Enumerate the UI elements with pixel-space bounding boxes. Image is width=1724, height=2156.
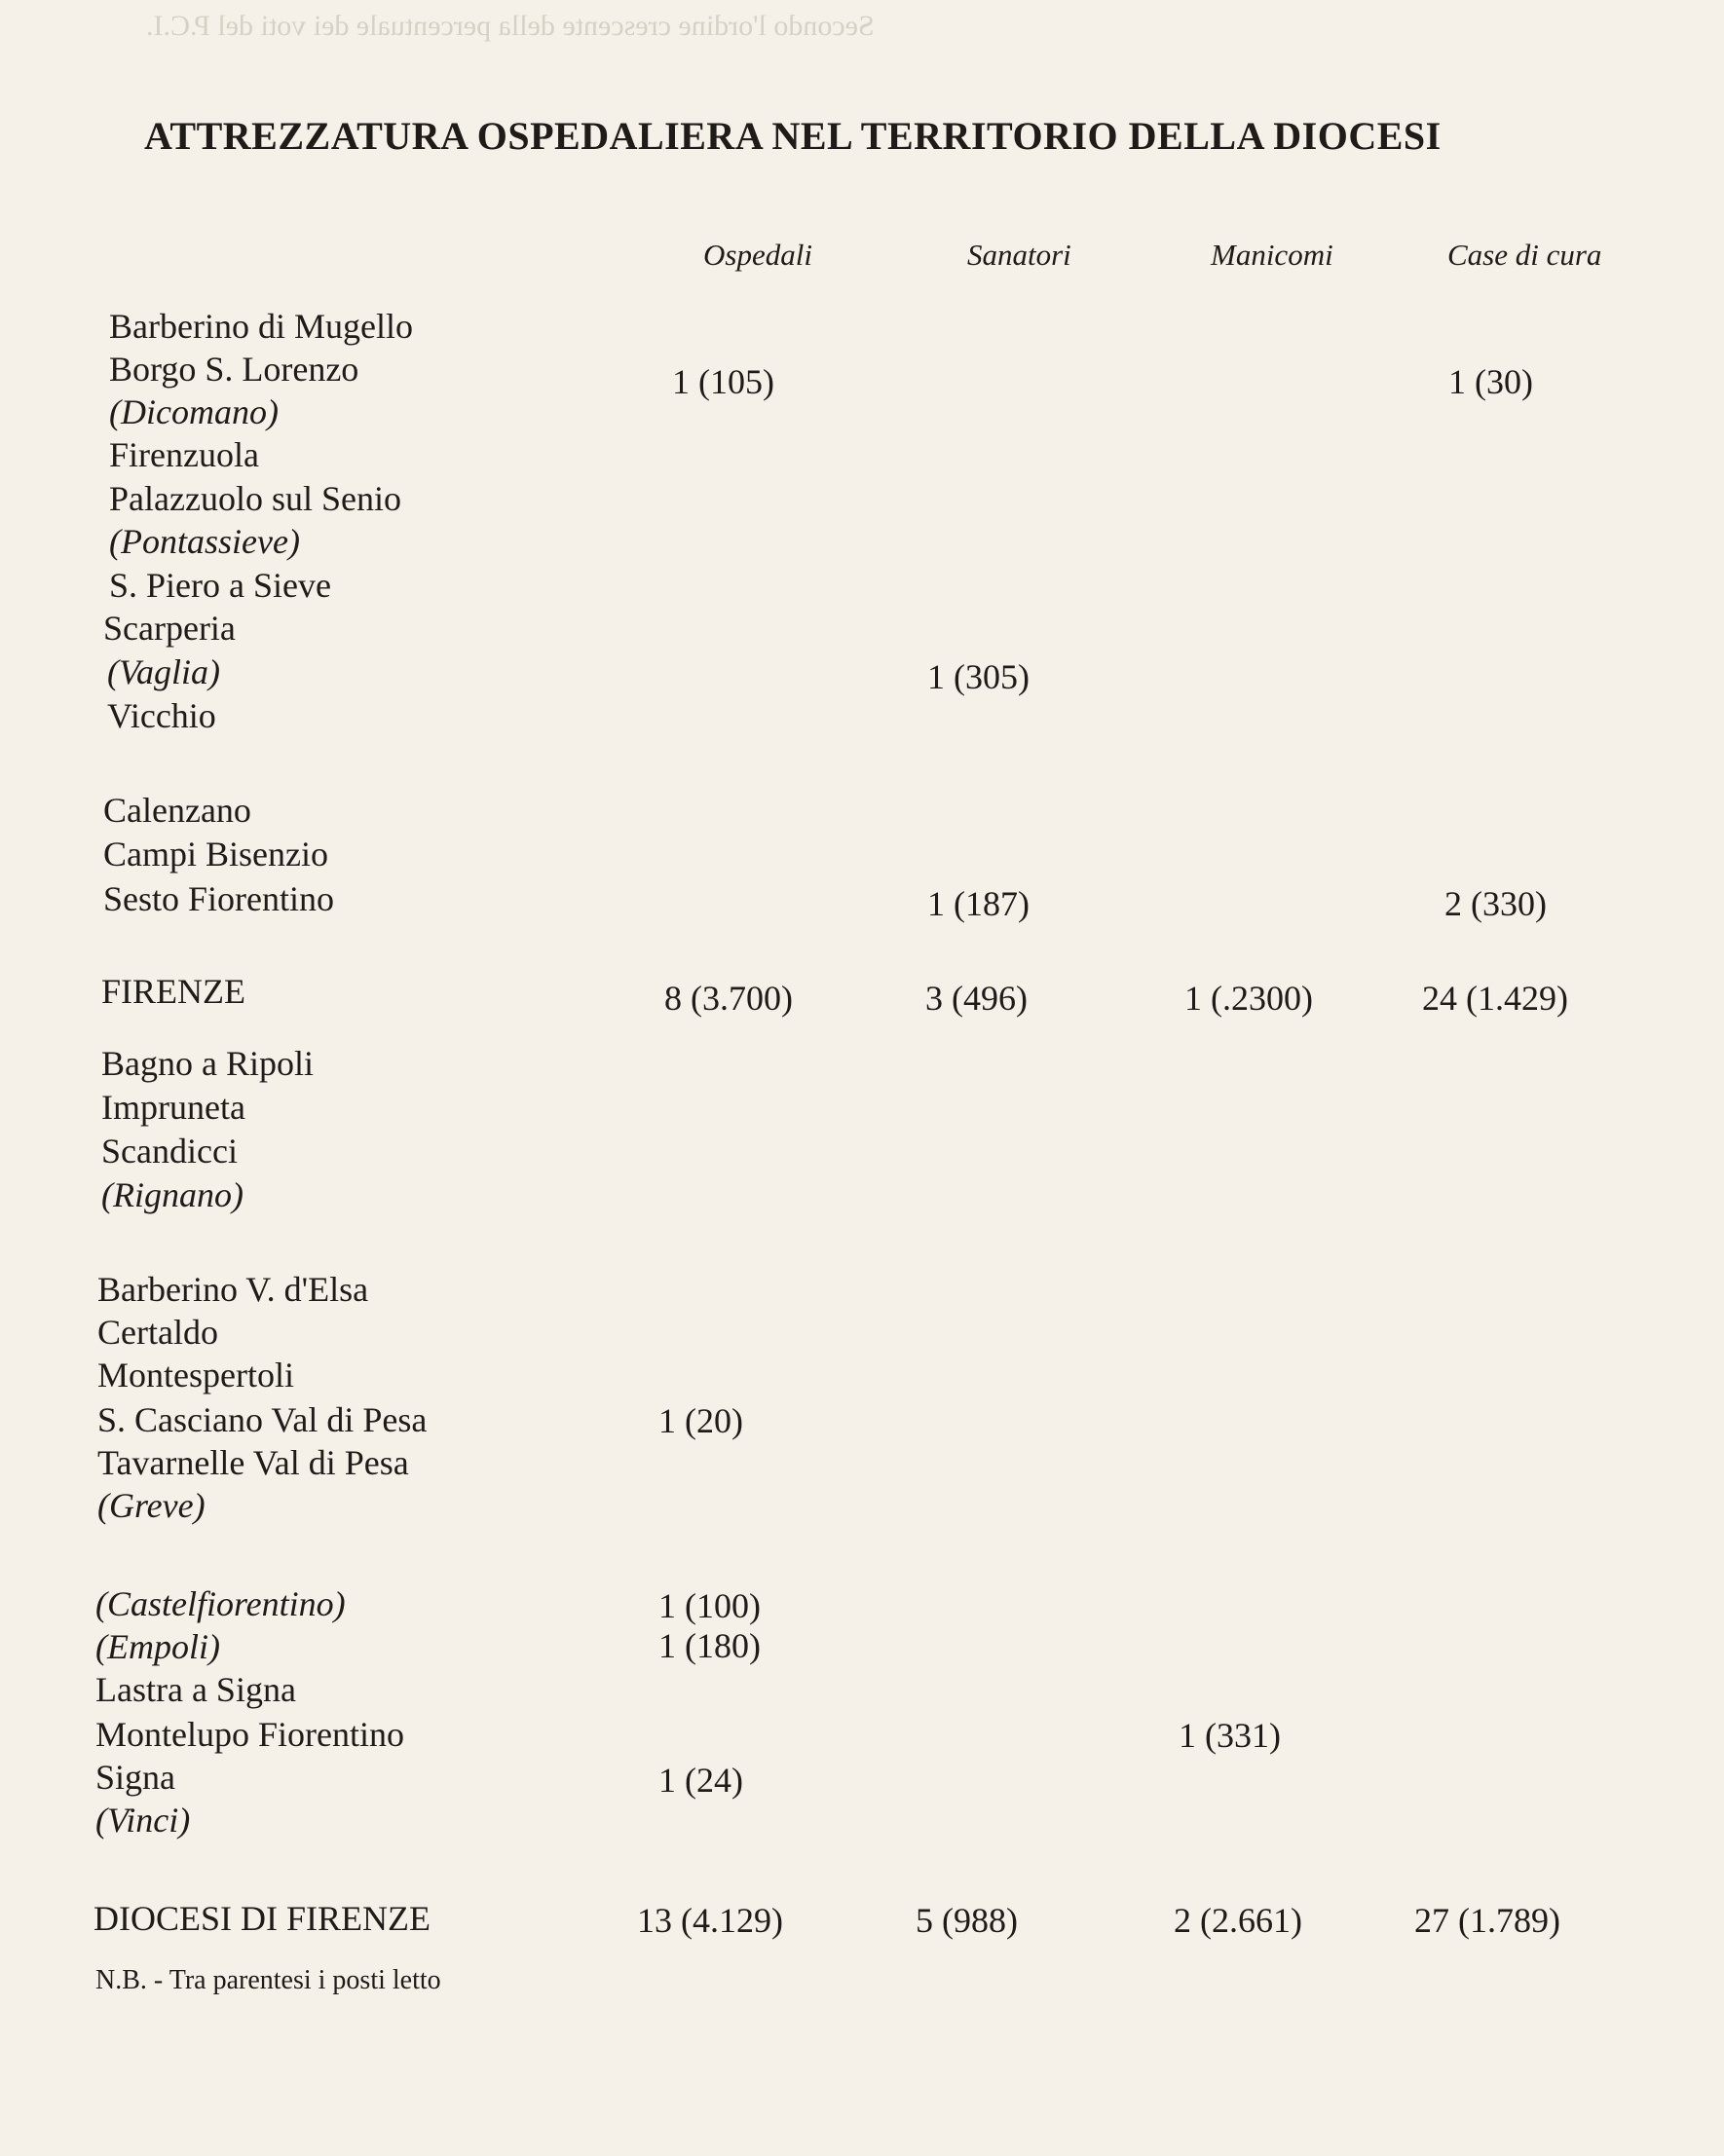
column-header-ospedali: Ospedali	[703, 238, 812, 272]
place-name: Borgo S. Lorenzo	[109, 350, 359, 389]
place-name: (Greve)	[97, 1486, 206, 1525]
value-sanatori: 5 (988)	[916, 1901, 1018, 1940]
column-header-sanatori: Sanatori	[967, 238, 1071, 272]
value-case-di-cura: 1 (30)	[1448, 362, 1533, 401]
value-sanatori: 1 (187)	[927, 884, 1030, 923]
value-ospedali: 1 (180)	[658, 1626, 761, 1665]
footnote: N.B. - Tra parentesi i posti letto	[95, 1965, 441, 1995]
place-name: Signa	[95, 1758, 176, 1797]
column-header-case-di-cura: Case di cura	[1447, 238, 1602, 272]
place-name: S. Piero a Sieve	[109, 566, 331, 605]
value-manicomi: 1 (.2300)	[1184, 979, 1313, 1018]
place-name: Certaldo	[97, 1313, 218, 1352]
page-title: ATTREZZATURA OSPEDALIERA NEL TERRITORIO DELLA DIOCESI	[144, 114, 1442, 158]
value-manicomi: 1 (331)	[1179, 1716, 1281, 1755]
value-case-di-cura: 2 (330)	[1444, 884, 1547, 923]
place-name: Barberino di Mugello	[109, 307, 413, 346]
place-name: Lastra a Signa	[95, 1670, 296, 1709]
place-name: DIOCESI DI FIRENZE	[94, 1899, 431, 1938]
place-name: Palazzuolo sul Senio	[109, 479, 401, 518]
place-name: Bagno a Ripoli	[101, 1044, 314, 1083]
place-name: Montespertoli	[97, 1356, 294, 1394]
place-name: (Empoli)	[95, 1627, 220, 1666]
value-case-di-cura: 27 (1.789)	[1414, 1901, 1560, 1940]
place-name: Firenzuola	[109, 435, 259, 474]
value-case-di-cura: 24 (1.429)	[1422, 979, 1568, 1018]
value-ospedali: 13 (4.129)	[637, 1901, 783, 1940]
value-sanatori: 1 (305)	[927, 657, 1030, 696]
place-name: Montelupo Fiorentino	[95, 1715, 404, 1754]
place-name: Vicchio	[107, 696, 216, 735]
bleed-through-text: Secondo l'ordine crescente della percentuale dei voti del P.C.I.	[146, 10, 875, 42]
place-name: Campi Bisenzio	[103, 835, 328, 874]
place-name: Barberino V. d'Elsa	[97, 1270, 369, 1309]
place-name: Sesto Fiorentino	[103, 879, 335, 918]
value-ospedali: 1 (20)	[658, 1401, 743, 1440]
value-ospedali: 1 (24)	[658, 1761, 743, 1800]
place-name: (Dicomano)	[109, 392, 279, 431]
value-ospedali: 8 (3.700)	[664, 979, 793, 1018]
value-sanatori: 3 (496)	[925, 979, 1028, 1018]
place-name: Tavarnelle Val di Pesa	[97, 1443, 409, 1482]
place-name: Scarperia	[103, 609, 236, 648]
place-name: FIRENZE	[101, 972, 245, 1011]
place-name: (Pontassieve)	[109, 522, 300, 561]
place-name: (Rignano)	[101, 1175, 244, 1214]
place-name: (Vaglia)	[107, 652, 220, 691]
place-name: Scandicci	[101, 1132, 238, 1171]
place-name: Calenzano	[103, 791, 251, 830]
place-name: (Vinci)	[95, 1801, 191, 1840]
place-name: Impruneta	[101, 1088, 245, 1127]
value-ospedali: 1 (100)	[658, 1586, 761, 1625]
place-name: (Castelfiorentino)	[95, 1584, 346, 1623]
value-ospedali: 1 (105)	[672, 362, 774, 401]
column-header-manicomi: Manicomi	[1211, 238, 1333, 272]
value-manicomi: 2 (2.661)	[1174, 1901, 1302, 1940]
place-name: S. Casciano Val di Pesa	[97, 1400, 428, 1439]
